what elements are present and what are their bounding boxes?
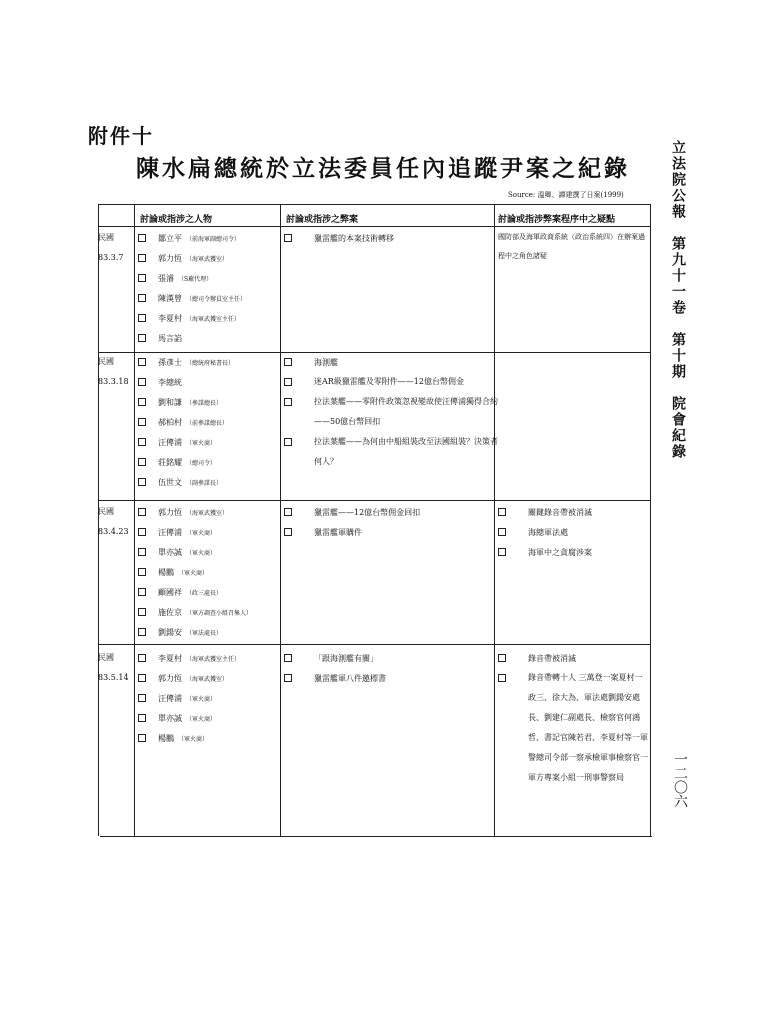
remark-item (498, 228, 648, 266)
person-role: （S廠代理） (178, 275, 213, 283)
remarks-list (498, 228, 648, 266)
checkbox-icon (284, 398, 292, 406)
people-list (138, 228, 283, 348)
person-item (138, 622, 283, 642)
date-value: 83.4.23 (98, 527, 129, 536)
person-item (138, 248, 283, 268)
issue-text: 獵雷艦軍購件 (314, 527, 362, 537)
remark-item (498, 522, 648, 542)
person-name: 楊鵬 (158, 567, 174, 577)
people-list (138, 502, 283, 642)
page-number: 一二〇六 (672, 752, 688, 808)
person-role: （海軍武獲室主任） (186, 315, 241, 323)
person-item (138, 472, 283, 492)
checkbox-icon (498, 654, 506, 662)
header-rule (98, 226, 650, 227)
person-name: 楊鵬 (158, 733, 174, 743)
person-name: 莊銘耀 (158, 457, 182, 467)
date-era: 民國 (98, 357, 114, 366)
checkbox-icon (284, 674, 292, 682)
person-name: 孫彥士 (158, 357, 182, 367)
person-item (138, 268, 283, 288)
source-note: Source: 溫卿、譚建撰了日案(1999) (508, 191, 624, 199)
person-role: （副參謀長） (186, 479, 223, 487)
person-name: 郝柏村 (158, 417, 182, 427)
row-divider (98, 500, 650, 501)
person-role: （軍火商） (186, 695, 217, 703)
person-item (138, 582, 283, 602)
checkbox-icon (138, 694, 146, 702)
checkbox-icon (138, 654, 146, 662)
checkbox-icon (498, 548, 506, 556)
date-value: 83.5.14 (98, 673, 129, 682)
header-remarks: 討論或指涉弊案程序中之疑點 (498, 215, 616, 225)
header-people: 討論或指涉之人物 (140, 215, 213, 225)
person-item (138, 688, 283, 708)
issue-item (284, 648, 498, 668)
checkbox-icon (138, 588, 146, 596)
person-name: 施佐京 (158, 607, 182, 617)
remark-item (498, 648, 648, 668)
issue-item (284, 352, 498, 372)
person-name: 李夏村 (158, 313, 182, 323)
checkbox-icon (284, 654, 292, 662)
checkbox-icon (498, 528, 506, 536)
remark-text: 國防部及海軍政商系統（政治系統四）在辦案過程中之角色諸疑 (498, 233, 645, 260)
date-era: 民國 (98, 507, 114, 516)
checkbox-icon (138, 458, 146, 466)
person-item (138, 708, 283, 728)
checkbox-icon (138, 608, 146, 616)
issue-item (284, 392, 498, 432)
row-date (98, 228, 138, 268)
person-item (138, 352, 283, 372)
issues-list (284, 228, 498, 248)
checkbox-icon (284, 358, 292, 366)
person-role: （軍火商） (186, 715, 217, 723)
person-item (138, 602, 283, 622)
person-role: （海軍武獲室主任） (186, 655, 241, 663)
person-name: 李夏村 (158, 653, 182, 663)
remark-text: 錄音帶被消滅 (528, 653, 576, 663)
person-item (138, 452, 283, 472)
issues-list (284, 352, 498, 472)
checkbox-icon (138, 548, 146, 556)
person-item (138, 228, 283, 248)
issue-text: 獵雷艦軍八件邀標書 (314, 673, 386, 683)
table-top-rule (98, 204, 650, 205)
person-role: （軍火商） (186, 549, 217, 557)
issue-text: 獵雷艦——12億台幣佣金回扣 (314, 507, 421, 517)
checkbox-icon (138, 334, 146, 342)
person-item (138, 308, 283, 328)
person-role: （政三處長） (186, 589, 223, 597)
remark-item (498, 668, 648, 788)
remark-text: 關鍵錄音帶被消滅 (528, 507, 592, 517)
appendix-label: 附件十 (88, 124, 154, 148)
person-role: （軍火商） (186, 529, 217, 537)
person-name: 郭力恆 (158, 673, 182, 683)
person-role: （軍火商） (186, 439, 217, 447)
document-title: 陳水扁總統於立法委員任內追蹤尹案之紀錄 (136, 155, 630, 182)
issue-text: 獵雷艦的本案技術轉移 (314, 233, 394, 243)
issue-text: 拉法葉艦——零附件政策忽視變故使汪傳浦獨得合約——50億台幣回扣 (314, 397, 498, 426)
checkbox-icon (138, 234, 146, 242)
checkbox-icon (138, 734, 146, 742)
issue-text: 迷AR級獵雷艦及零附件——12億台幣佣金 (314, 377, 464, 386)
person-role: （軍火商） (178, 735, 209, 743)
person-item (138, 288, 283, 308)
date-era: 民國 (98, 233, 114, 242)
person-role: （軍方調查小組召集人） (186, 609, 253, 617)
checkbox-icon (138, 714, 146, 722)
person-role: （總司令辦員室主任） (186, 295, 247, 303)
issue-item (284, 372, 498, 392)
person-name: 李總統 (158, 377, 182, 387)
person-item (138, 502, 283, 522)
checkbox-icon (138, 378, 146, 386)
table-bottom-rule (100, 836, 652, 837)
person-name: 伍世文 (158, 477, 182, 487)
person-name: 馬言諂 (158, 333, 182, 343)
person-name: 單亦誠 (158, 713, 182, 723)
issue-item (284, 522, 498, 542)
person-name: 顧國祥 (158, 587, 182, 597)
person-name: 汪傳浦 (158, 527, 182, 537)
checkbox-icon (138, 568, 146, 576)
checkbox-icon (138, 398, 146, 406)
person-item (138, 562, 283, 582)
header-issues: 討論或指涉之弊案 (286, 215, 359, 225)
checkbox-icon (138, 528, 146, 536)
person-item (138, 522, 283, 542)
issue-item (284, 432, 498, 472)
person-item (138, 728, 283, 748)
issue-item (284, 668, 498, 688)
issue-text: 「跟海測艦有關」 (314, 653, 378, 663)
issues-list (284, 648, 498, 688)
checkbox-icon (138, 418, 146, 426)
remarks-list (498, 502, 648, 562)
person-role: （軍法處長） (186, 629, 223, 637)
person-name: 張濬 (158, 273, 174, 283)
person-role: （海軍武獲室） (186, 255, 229, 263)
remark-item (498, 542, 648, 562)
people-list (138, 648, 283, 748)
person-role: （前參謀總長） (186, 419, 229, 427)
remark-text: 錄音帶轉十人 三萬登一案夏村一政三、徐大為、軍法處劉鍚安處長、劉建仁副處長、檢察官何鴻哲、書記官陳若君、李夏村等一軍警總司令部一察承檢軍事檢察官一軍方專案小組一刑事警察局 (528, 673, 648, 782)
person-item (138, 412, 283, 432)
person-name: 郭力恆 (158, 253, 182, 263)
column-rule (650, 204, 651, 836)
person-item (138, 432, 283, 452)
date-value: 83.3.18 (98, 377, 129, 386)
issues-list (284, 502, 498, 542)
row-divider (98, 644, 650, 645)
row-date (98, 648, 138, 688)
checkbox-icon (138, 358, 146, 366)
person-item (138, 372, 283, 392)
person-item (138, 668, 283, 688)
date-value: 83.3.7 (98, 253, 124, 262)
person-item (138, 328, 283, 348)
person-role: （海軍武獲室） (186, 675, 229, 683)
person-name: 郭力恆 (158, 507, 182, 517)
checkbox-icon (138, 314, 146, 322)
issue-item (284, 502, 498, 522)
date-era: 民國 (98, 653, 114, 662)
issue-text: 拉法葉艦——為何由中船組裝改至法國組裝？決策者何人？ (314, 437, 498, 466)
person-item (138, 542, 283, 562)
checkbox-icon (138, 674, 146, 682)
checkbox-icon (138, 628, 146, 636)
checkbox-icon (138, 438, 146, 446)
remark-text: 海軍中之貪腐涉案 (528, 547, 592, 557)
person-item (138, 648, 283, 668)
row-date (98, 352, 138, 392)
checkbox-icon (498, 674, 506, 682)
remark-item (498, 502, 648, 522)
checkbox-icon (284, 234, 292, 242)
checkbox-icon (138, 274, 146, 282)
checkbox-icon (138, 294, 146, 302)
checkbox-icon (138, 478, 146, 486)
person-role: （軍火商） (178, 569, 209, 577)
checkbox-icon (498, 508, 506, 516)
person-item (138, 392, 283, 412)
person-name: 劉和謙 (158, 397, 182, 407)
gazette-sidebar: 立法院公報 第九十一卷 第十期 院會紀錄 (670, 140, 686, 460)
person-role: （參謀總長） (186, 399, 223, 407)
checkbox-icon (138, 508, 146, 516)
checkbox-icon (284, 528, 292, 536)
checkbox-icon (284, 378, 292, 386)
person-role: （總統府秘書長） (186, 359, 235, 367)
person-name: 鄒立平 (158, 233, 182, 243)
person-role: （前海軍副總司令） (186, 235, 241, 243)
person-name: 單亦誠 (158, 547, 182, 557)
checkbox-icon (284, 508, 292, 516)
checkbox-icon (138, 254, 146, 262)
person-name: 陳漢曾 (158, 293, 182, 303)
checkbox-icon (284, 438, 292, 446)
person-role: （總司令） (186, 459, 217, 467)
person-role: （海軍武獲室） (186, 509, 229, 517)
person-name: 劉鍚安 (158, 627, 182, 637)
remark-text: 海總軍法處 (528, 527, 568, 537)
row-date (98, 502, 138, 542)
remarks-list (498, 648, 648, 788)
people-list (138, 352, 283, 492)
issue-item (284, 228, 498, 248)
person-name: 汪傳浦 (158, 693, 182, 703)
issue-text: 海測艦 (314, 357, 338, 367)
person-name: 汪傳浦 (158, 437, 182, 447)
